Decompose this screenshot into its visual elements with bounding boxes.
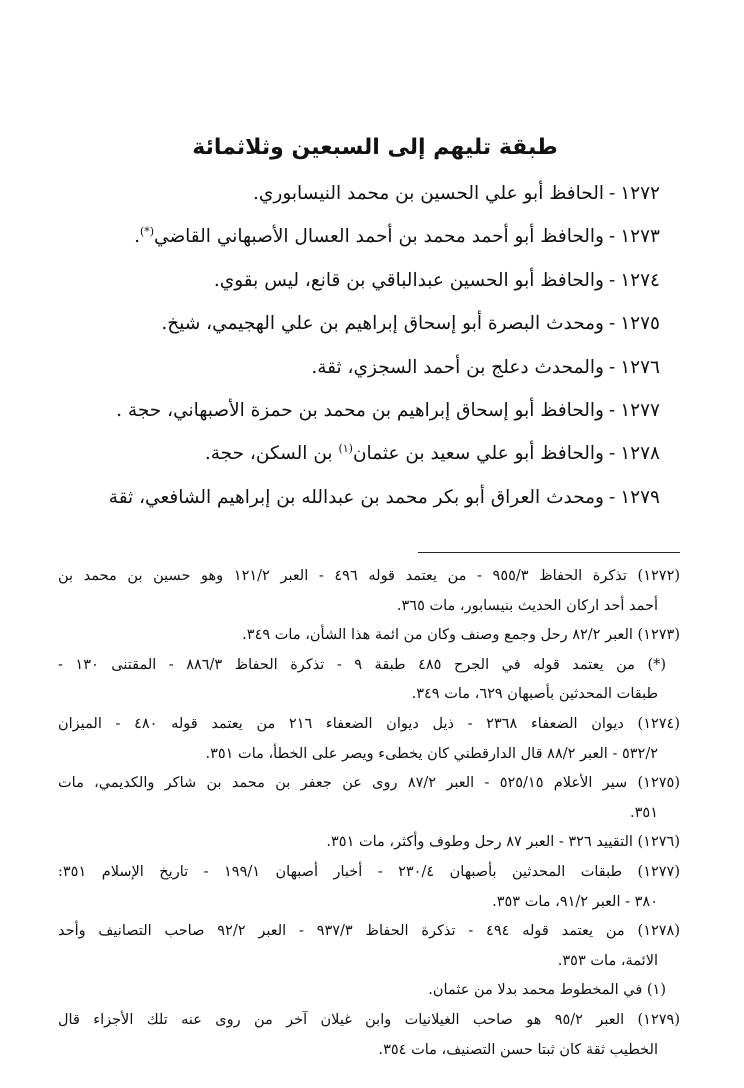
- entry-text: الحافظ أبو علي الحسين بن محمد النيسابوري.: [253, 183, 604, 204]
- footnote-line: (١٢٧٤) ديوان الضعفاء ٢٣٦٨ - ذيل ديوان الضعفاء ٢١٦ من يعتمد قوله ٤٨٠ - الميزان: [58, 715, 680, 732]
- entry-number: ١٢٧٩: [620, 486, 660, 508]
- entry-1275: [70, 302, 660, 345]
- entry-1277: [70, 389, 660, 432]
- footnotes-list: [58, 562, 680, 1065]
- footnote-line: (١٢٧٣) العبر ٨٢/٢ رحل وجمع وصنف وكان من ائمة هذا الشأن، مات ٣٤٩.: [242, 627, 680, 644]
- section-heading: طبقة تليهم إلى السبعين وثلاثمائة: [192, 135, 558, 160]
- entry-number: ١٢٧٦: [620, 356, 660, 378]
- entry-number: ١٢٧٥: [620, 313, 660, 335]
- entry-separator: -: [608, 183, 616, 204]
- entry-text-tail: بن السكن، حجة.: [204, 443, 339, 465]
- footnote-line: ٥٣٢/٢ - العبر ٨٨/٢ قال الدارقطني كان يخطىء ويصر على الخطأ، مات ٣٥١.: [205, 745, 658, 762]
- footnote-line: (١٢٧٩) العبر ٩٥/٢ هو صاحب الغيلانيات وابن غيلان آخر من روى عنه تلك الأجزاء قال: [58, 1011, 680, 1028]
- footnote-marker: (١): [338, 442, 353, 456]
- footnote-line: (١٢٧٧) طبقات المحدثين بأصبهان ٢٣٠/٤ - أخبار أصبهان ١٩٩/١ - تاريخ الإسلام ٣٥١:: [58, 863, 680, 880]
- entry-1276: [70, 346, 660, 389]
- entry-text: والمحدث دعلج بن أحمد السجزي، ثقة.: [311, 356, 604, 378]
- footnote-line: (١٢٧٥) سير الأعلام ٥٢٥/١٥ - العبر ٨٧/٢ روى عن جعفر بن محمد بن شاكر والكديمي، مات: [58, 775, 680, 792]
- entry-separator: -: [608, 443, 616, 465]
- footnote-divider: [418, 552, 680, 553]
- entry-text: ومحدث العراق أبو بكر محمد بن عبدالله بن إبراهيم الشافعي، ثقة: [108, 486, 604, 508]
- entry-separator: -: [608, 226, 616, 248]
- entry-1279: [70, 476, 660, 519]
- entry-1278: [70, 432, 660, 475]
- footnote-line: طبقات المحدثين بأصبهان ٦٢٩، مات ٣٤٩.: [411, 686, 658, 703]
- footnote-line: ٣٥١.: [630, 804, 658, 821]
- entry-text-tail: .: [134, 226, 140, 248]
- footnote-line: (١٢٧٨) من يعتمد قوله ٤٩٤ - تذكرة الحفاظ ٩٣٧/٣ - العبر ٩٢/٢ صاحب التصانيف وأحد: [58, 923, 680, 940]
- entries-list: [70, 172, 660, 519]
- entry-separator: -: [608, 399, 616, 421]
- entry-number: ١٢٧٤: [620, 269, 660, 291]
- entry-1273: [70, 215, 660, 258]
- footnote-line: (١) في المخطوط محمد بدلا من عثمان.: [428, 982, 666, 999]
- entry-text: ومحدث البصرة أبو إسحاق إبراهيم بن علي الهجيمي، شيخ.: [161, 313, 604, 335]
- entry-number: ١٢٧٨: [620, 443, 660, 465]
- entry-separator: -: [608, 313, 616, 335]
- entry-text: والحافظ أبو الحسين عبدالباقي بن قانع، ليس بقوي.: [213, 269, 604, 291]
- entry-text: والحافظ أبو أحمد محمد بن أحمد العسال الأصبهاني القاضي: [154, 226, 604, 248]
- entry-number: ١٢٧٣: [620, 226, 660, 248]
- entry-text: والحافظ أبو إسحاق إبراهيم بن محمد بن حمزة الأصبهاني، حجة .: [116, 399, 604, 421]
- entry-1272: [70, 172, 660, 215]
- footnote-line: أحمد أحد اركان الحديث بنيسابور، مات ٣٦٥.: [396, 597, 658, 614]
- entry-separator: -: [608, 486, 616, 508]
- footnote-marker: (*): [139, 225, 155, 239]
- entry-1274: [70, 259, 660, 302]
- entry-separator: -: [608, 356, 616, 378]
- footnote-line: (١٢٧٦) التقييد ٣٢٦ - العبر ٨٧ رحل وطوف وأكثر، مات ٣٥١.: [326, 834, 680, 851]
- entry-number: ١٢٧٧: [620, 399, 660, 421]
- footnote-line: (*) من يعتمد قوله في الجرح ٤٨٥ طبقة ٩ - تذكرة الحفاظ ٨٨٦/٣ - المقتنى ١٣٠ -: [58, 656, 667, 673]
- footnote-line: (١٢٧٢) تذكرة الحفاظ ٩٥٥/٣ - من يعتمد قوله ٤٩٦ - العبر ١٢١/٢ وهو حسين بن محمد بن: [58, 568, 680, 584]
- entry-number: ١٢٧٢: [620, 183, 660, 204]
- footnote-line: الائمة، مات ٣٥٣.: [557, 952, 658, 969]
- footnote-line: الخطيب ثقة كان ثبتا حسن التصنيف، مات ٣٥٤.: [378, 1041, 658, 1058]
- footnote-line: ٣٨٠ - العبر ٩١/٢، مات ٣٥٣.: [492, 893, 658, 910]
- entry-separator: -: [608, 269, 616, 291]
- entry-text: والحافظ أبو علي سعيد بن عثمان: [352, 443, 604, 465]
